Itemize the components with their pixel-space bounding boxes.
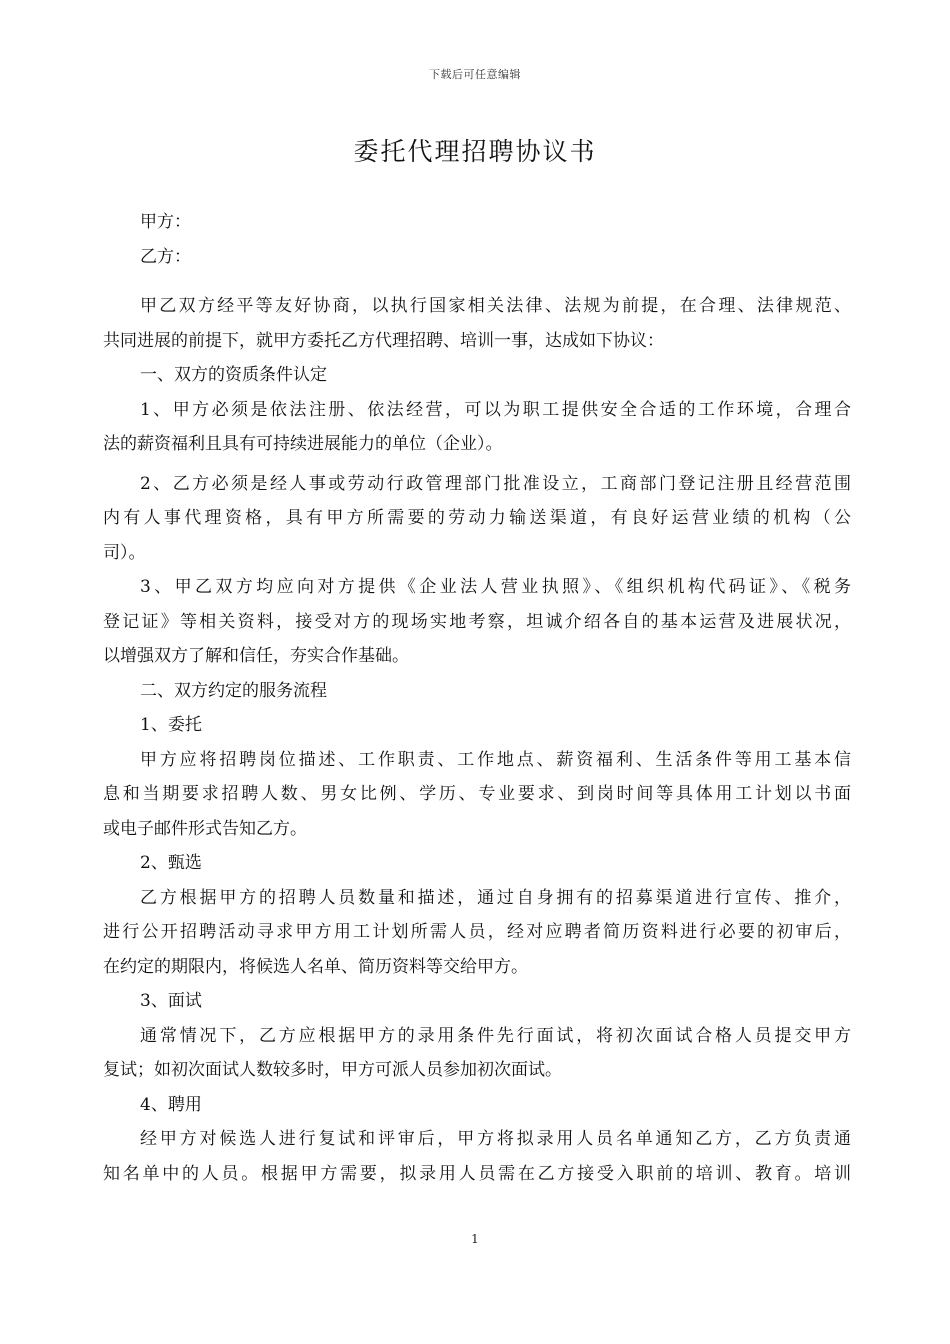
clause-line: 通常情况下，乙方应根据甲方的录用条件先行面试，将初次面试合格人员提交甲方: [140, 1025, 851, 1046]
clause-line: 司）。: [103, 542, 146, 563]
subsection-heading: 3、面试: [140, 991, 202, 1011]
clause-line: 法的薪资福利且具有可持续进展能力的单位（企业）。: [103, 434, 503, 454]
spacer: [103, 274, 851, 289]
intro-line: 甲乙双方经平等友好协商，以执行国家相关法律、法规为前提，在合理、法律规范、: [140, 296, 851, 316]
party-a-label: 甲方：: [140, 212, 191, 232]
clause-line: 乙方根据甲方的招聘人员数量和描述，通过自身拥有的招募渠道进行宣传、推介，: [140, 887, 851, 908]
subsection-heading: 2、甄选: [140, 853, 202, 873]
clause-line: 进行公开招聘活动寻求甲方用工计划所需人员，经对应聘者简历资料进行必要的初审后，: [103, 922, 851, 942]
document-body: [103, 205, 851, 1191]
header-note: 下载后可任意编辑: [429, 68, 521, 81]
clause-line: 3、甲乙双方均应向对方提供《企业法人营业执照》、《组织机构代码证》、《税务: [140, 577, 851, 597]
clause-line: 内有人事代理资格，具有甲方所需要的劳动力输送渠道，有良好运营业绩的机构（公: [103, 508, 851, 528]
section-heading: 二、双方约定的服务流程: [140, 680, 327, 701]
clause-line: 2、乙方必须是经人事或劳动行政管理部门批准设立，工商部门登记注册且经营范围: [140, 473, 851, 494]
clause-line: 1、甲方必须是依法注册、依法经营，可以为职工提供安全合适的工作环境，合理合: [140, 399, 851, 420]
clause-line: 在约定的期限内，将候选人名单、简历资料等交给甲方。: [103, 956, 528, 977]
section-heading: 一、双方的资质条件认定: [140, 365, 327, 385]
clause-line: 复试；如初次面试人数较多时，甲方可派人员参加初次面试。: [103, 1060, 562, 1080]
clause-line: 知名单中的人员。根据甲方需要，拟录用人员需在乙方接受入职前的培训、教育。培训: [103, 1163, 851, 1184]
clause-line: 息和当期要求招聘人数、男女比例、学历、专业要求、到岗时间等具体用工计划以书面: [103, 784, 851, 804]
party-b-label: 乙方：: [140, 246, 191, 267]
intro-line: 共同进展的前提下，就甲方委托乙方代理招聘、培训一事，达成如下协议：: [103, 330, 664, 351]
subsection-heading: 1、委托: [140, 715, 202, 735]
subsection-heading: 4、聘用: [140, 1094, 202, 1115]
clause-line: 以增强双方了解和信任，夯实合作基础。: [103, 646, 409, 666]
page-number: 1: [471, 1232, 479, 1246]
document-title: 委托代理招聘协议书: [353, 137, 597, 166]
clause-line: 甲方应将招聘岗位描述、工作职责、工作地点、薪资福利、生活条件等用工基本信: [140, 749, 851, 770]
clause-line: 登记证》等相关资料，接受对方的现场实地考察，坦诚介绍各自的基本运营及进展状况，: [103, 611, 851, 632]
clause-line: 或电子邮件形式告知乙方。: [103, 818, 307, 839]
clause-line: 经甲方对候选人进行复试和评审后，甲方将拟录用人员名单通知乙方，乙方负责通: [140, 1129, 851, 1149]
